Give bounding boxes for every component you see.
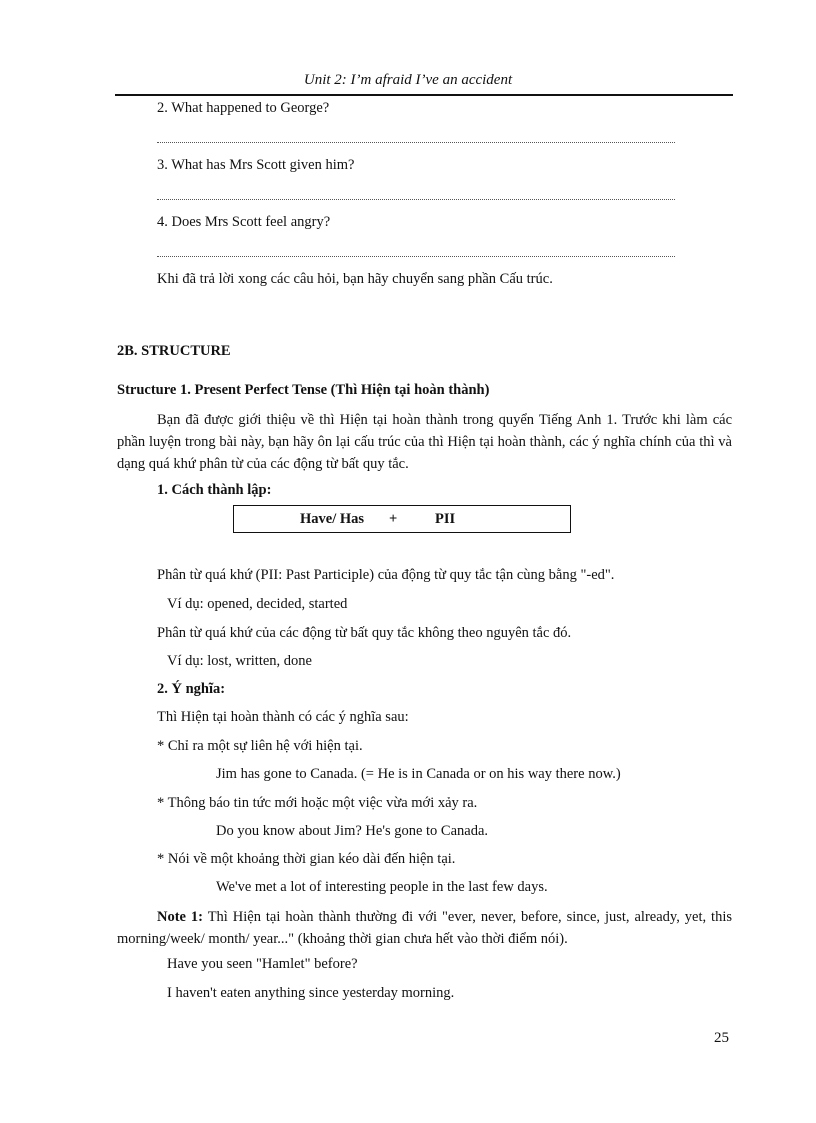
answer-line-4[interactable] xyxy=(157,256,675,257)
formula-have-has: Have/ Has xyxy=(300,511,365,527)
pii-note: Phân từ quá khứ (PII: Past Participle) của động từ quy tắc tận cùng bằng "-ed". xyxy=(157,567,615,583)
note-1-label: Note 1: xyxy=(157,909,204,925)
answer-line-3[interactable] xyxy=(157,199,675,200)
structure-title: Structure 1. Present Perfect Tense (Thì Hiện tại hoàn thành) xyxy=(117,382,490,398)
meaning-heading: 2. Ý nghĩa: xyxy=(157,681,226,697)
irregular-note: Phân từ quá khứ của các động từ bất quy tắc không theo nguyên tắc đó. xyxy=(157,625,572,641)
formation-heading: 1. Cách thành lập: xyxy=(157,482,272,498)
regular-example: Ví dụ: opened, decided, started xyxy=(167,596,348,612)
intro-paragraph: Bạn đã được giới thiệu về thì Hiện tại hoàn thành trong quyển Tiếng Anh 1. Trước khi làm các phần luyện trong bài này, bạn hãy ôn lại cấu trúc của thì Hiện tại hoàn thành, các ý nghĩa chính của thì và dạng quá khứ phân từ của các động từ bất quy tắc. xyxy=(117,412,732,472)
page-number: 25 xyxy=(714,1030,729,1046)
note-1-text: Thì Hiện tại hoàn thành thường đi với "ever, never, before, since, just, already, yet, this morning/week/ month/ year..." (khoảng thời gian chưa hết vào thời điểm nói). xyxy=(117,909,732,947)
after-questions-note: Khi đã trả lời xong các câu hỏi, bạn hãy chuyển sang phần Cấu trúc. xyxy=(157,271,553,287)
question-3: 3. What has Mrs Scott given him? xyxy=(157,157,355,173)
note-1-example-2: I haven't eaten anything since yesterday morning. xyxy=(167,985,455,1001)
section-title: 2B. STRUCTURE xyxy=(117,343,231,359)
formula-pii: PII xyxy=(435,511,456,527)
formula-plus: + xyxy=(389,511,398,527)
question-2: 2. What happened to George? xyxy=(157,100,330,116)
note-1-paragraph xyxy=(117,906,732,950)
meaning-bullet-2: * Thông báo tin tức mới hoặc một việc vừa mới xảy ra. xyxy=(157,795,478,811)
irregular-example: Ví dụ: lost, written, done xyxy=(167,653,312,669)
note-1-example-1: Have you seen "Hamlet" before? xyxy=(167,956,358,972)
meaning-example-1: Jim has gone to Canada. (= He is in Canada or on his way there now.) xyxy=(216,766,621,782)
running-header: Unit 2: I’m afraid I’ve an accident xyxy=(303,72,513,88)
meaning-bullet-1: * Chỉ ra một sự liên hệ với hiện tại. xyxy=(157,738,363,754)
meaning-intro: Thì Hiện tại hoàn thành có các ý nghĩa sau: xyxy=(157,709,409,725)
answer-line-2[interactable] xyxy=(157,142,675,143)
meaning-example-2: Do you know about Jim? He's gone to Canada. xyxy=(216,823,489,839)
question-4: 4. Does Mrs Scott feel angry? xyxy=(157,214,331,230)
meaning-example-3: We've met a lot of interesting people in the last few days. xyxy=(216,879,548,895)
header-rule xyxy=(115,94,733,96)
formula-box xyxy=(233,505,571,533)
meaning-bullet-3: * Nói về một khoảng thời gian kéo dài đến hiện tại. xyxy=(157,851,456,867)
